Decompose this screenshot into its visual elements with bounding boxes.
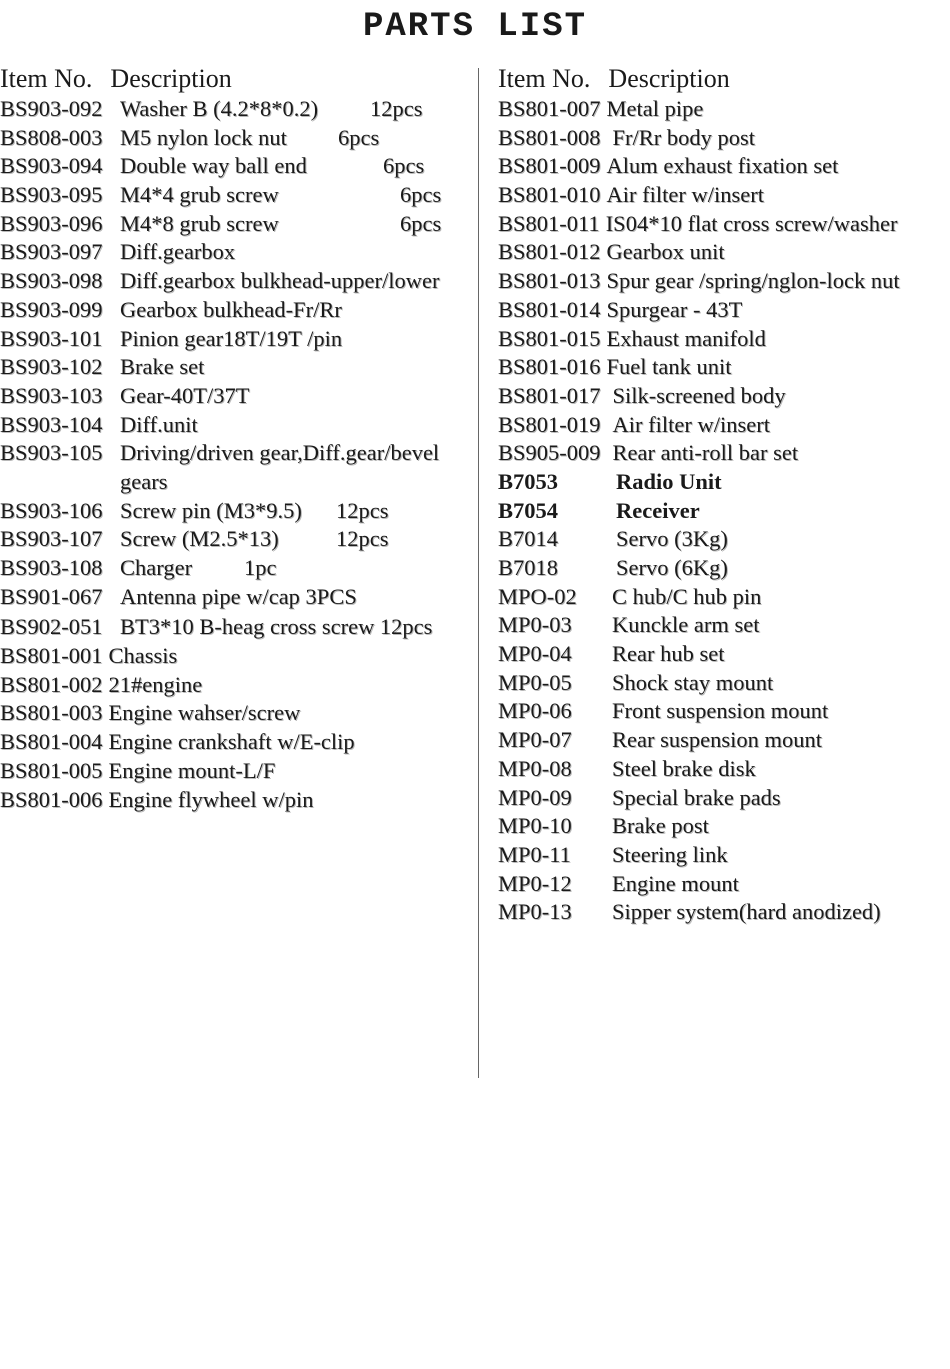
part-code: BS801-014: [498, 296, 601, 322]
part-description: Engine wahser/screw: [108, 700, 301, 726]
part-description: Spurgear - 43T: [606, 296, 743, 322]
part-code: BS801-008: [498, 124, 601, 150]
part-row: [0, 786, 470, 815]
column-header: [498, 64, 950, 94]
part-description: M4*4 grub screw: [120, 182, 279, 208]
part-code: B7014: [498, 526, 559, 552]
part-code: MP0-08: [498, 755, 572, 781]
part-code: BS903-092: [0, 96, 103, 121]
part-row: [498, 669, 950, 698]
part-row: [498, 325, 950, 354]
part-code: BS801-011: [498, 210, 600, 236]
header-description: Description: [110, 64, 232, 93]
part-code: B7053: [498, 468, 559, 494]
part-row: [0, 642, 470, 671]
part-code: BS903-095: [0, 182, 103, 208]
part-description: Servo (3Kg): [616, 526, 728, 552]
part-row: [498, 267, 950, 296]
part-description: Fuel tank unit: [606, 354, 732, 380]
part-code: BS903-099: [0, 296, 103, 322]
part-code: BS801-006: [0, 786, 103, 812]
part-code: B7018: [498, 555, 559, 580]
part-description: Gearbox bulkhead-Fr/Rr: [120, 296, 342, 322]
part-row: [498, 152, 950, 181]
part-code: MP0-05: [498, 669, 572, 695]
part-row: [498, 525, 950, 554]
part-row: [498, 210, 950, 239]
part-description: Engine mount: [612, 870, 739, 896]
part-code: BS903-094: [0, 153, 103, 179]
part-row: [0, 382, 470, 411]
part-description: Brake post: [612, 813, 709, 839]
part-quantity: 12pcs: [370, 96, 423, 121]
part-description: Receiver: [616, 497, 700, 523]
part-description: Rear hub set: [612, 641, 725, 667]
part-code: MPO-02: [498, 583, 577, 609]
part-row: [0, 152, 470, 181]
part-description: Air filter w/insert: [606, 182, 764, 208]
part-code: BS903-096: [0, 210, 103, 236]
part-code: BS905-009: [498, 440, 601, 466]
part-code: BS801-013: [498, 268, 601, 294]
part-row: [498, 697, 950, 726]
part-description: Chassis: [108, 643, 178, 669]
part-code: BS903-107: [0, 526, 103, 552]
part-description: Rear suspension mount: [612, 727, 822, 753]
part-description: M5 nylon lock nut: [120, 124, 287, 150]
part-row: [498, 812, 950, 841]
part-row: [0, 497, 470, 526]
part-row: [498, 411, 950, 440]
part-description: Alum exhaust fixation set: [606, 153, 839, 179]
part-description: Antenna pipe w/cap 3PCS: [120, 583, 357, 609]
part-code: MP0-03: [498, 612, 572, 638]
part-description: Diff.unit: [120, 411, 198, 437]
part-row: [498, 124, 950, 153]
part-description: Diff.gearbox bulkhead-upper/lower: [120, 268, 440, 294]
part-code: BS903-105: [0, 440, 103, 466]
part-row: [0, 554, 470, 583]
part-code: BS903-101: [0, 325, 103, 351]
part-row: [0, 238, 470, 267]
part-row: [0, 583, 470, 612]
part-code: MP0-13: [498, 899, 572, 925]
parts-column-right: [498, 64, 950, 927]
part-code: BS903-103: [0, 382, 103, 408]
part-row: [0, 525, 470, 554]
part-row: [0, 411, 470, 440]
part-description: M4*8 grub screw: [120, 210, 279, 236]
part-row: [498, 726, 950, 755]
part-code: BS801-004: [0, 729, 103, 755]
part-description: Screw pin (M3*9.5): [120, 497, 302, 523]
part-code: BS901-067: [0, 583, 103, 609]
part-description: Double way ball end: [120, 153, 307, 179]
part-description: Rear anti-roll bar set: [612, 440, 799, 466]
part-quantity: 12pcs: [336, 497, 389, 523]
part-row: [0, 728, 470, 757]
part-code: MP0-10: [498, 813, 572, 839]
part-description: Washer B (4.2*8*0.2): [120, 96, 319, 121]
part-description: Special brake pads: [612, 784, 781, 810]
part-row: [498, 181, 950, 210]
part-code: BS801-007: [498, 96, 601, 121]
part-row: [0, 95, 470, 124]
part-description: Diff.gearbox: [120, 239, 236, 265]
part-row: [0, 439, 470, 496]
part-description: Gear-40T/37T: [120, 382, 250, 408]
part-description: Silk-screened body: [612, 382, 786, 408]
part-code: BS801-012: [498, 239, 601, 265]
part-code: BS903-108: [0, 555, 103, 581]
part-description: Fr/Rr body post: [612, 124, 756, 150]
part-description: Engine crankshaft w/E-clip: [108, 729, 355, 755]
part-row: [498, 95, 950, 124]
part-description: Front suspension mount: [612, 698, 829, 724]
part-description: BT3*10 B-heag cross screw 12pcs: [120, 614, 433, 640]
part-quantity: 6pcs: [400, 182, 442, 208]
part-row: [0, 325, 470, 354]
part-description: Steel brake disk: [612, 755, 756, 781]
part-description: Steering link: [612, 841, 728, 867]
part-row: [498, 583, 950, 612]
parts-list-right: [498, 95, 950, 927]
part-row: [0, 210, 470, 239]
part-code: B7054: [498, 497, 559, 523]
part-description: Sipper system(hard anodized): [612, 899, 881, 925]
part-code: BS801-002: [0, 671, 103, 697]
part-description: Screw (M2.5*13): [120, 526, 279, 552]
part-description: Kunckle arm set: [612, 612, 760, 638]
part-description: Brake set: [120, 354, 205, 380]
part-row: [0, 181, 470, 210]
part-row: [498, 238, 950, 267]
part-code: BS801-005: [0, 757, 103, 783]
part-description: Air filter w/insert: [612, 411, 770, 437]
part-row: [498, 898, 950, 927]
part-code: MP0-09: [498, 784, 572, 810]
part-row: [498, 554, 950, 583]
part-quantity: 1pc: [244, 555, 277, 581]
part-row: [0, 353, 470, 382]
part-description: Exhaust manifold: [606, 325, 766, 351]
part-row: [0, 757, 470, 786]
part-description: Driving/driven gear,Diff.gear/bevel gears: [120, 440, 440, 494]
part-code: BS801-016: [498, 354, 601, 380]
part-row: [498, 439, 950, 468]
part-row: [498, 784, 950, 813]
part-description: Servo (6Kg): [616, 555, 728, 580]
part-code: BS903-102: [0, 354, 103, 380]
part-row: [0, 124, 470, 153]
part-code: BS801-001: [0, 643, 103, 669]
header-item-no: Item No.: [498, 64, 591, 93]
part-row: [498, 611, 950, 640]
part-quantity: 12pcs: [336, 526, 389, 552]
part-code: BS808-003: [0, 124, 103, 150]
part-code: MP0-11: [498, 841, 571, 867]
part-code: BS903-097: [0, 239, 103, 265]
part-row: [498, 353, 950, 382]
part-row: [498, 382, 950, 411]
part-code: BS801-019: [498, 411, 601, 437]
part-description: C hub/C hub pin: [612, 583, 762, 609]
part-row: [498, 296, 950, 325]
part-code: BS903-098: [0, 268, 103, 294]
part-code: BS902-051: [0, 614, 103, 640]
part-row: [498, 468, 950, 497]
part-code: BS903-106: [0, 497, 103, 523]
part-code: MP0-04: [498, 641, 572, 667]
part-row: [0, 296, 470, 325]
part-code: BS801-015: [498, 325, 601, 351]
part-row: [0, 699, 470, 728]
part-row: [498, 755, 950, 784]
column-header: [0, 64, 470, 94]
part-description: 21#engine: [108, 671, 203, 697]
part-row: [498, 640, 950, 669]
part-code: MP0-07: [498, 727, 572, 753]
part-code: BS903-104: [0, 411, 103, 437]
parts-column-left: [0, 64, 470, 814]
part-row: [498, 870, 950, 899]
part-description: Metal pipe: [606, 96, 704, 121]
part-code: MP0-12: [498, 870, 572, 896]
part-description: Spur gear /spring/nglon-lock nut: [606, 268, 900, 294]
column-divider: [478, 68, 479, 1078]
part-row: [0, 613, 470, 642]
parts-list-left: [0, 95, 470, 814]
part-description: Engine mount-L/F: [108, 757, 276, 783]
part-code: BS801-003: [0, 700, 103, 726]
part-description: Pinion gear18T/19T /pin: [120, 325, 343, 351]
part-row: [0, 267, 470, 296]
part-description: Engine flywheel w/pin: [108, 786, 314, 812]
part-code: MP0-06: [498, 698, 572, 724]
part-code: BS801-010: [498, 182, 601, 208]
header-item-no: Item No.: [0, 64, 93, 93]
page-title: PARTS LIST: [362, 8, 588, 46]
part-quantity: 6pcs: [400, 210, 442, 236]
header-description: Description: [608, 64, 730, 93]
part-description: Shock stay mount: [612, 669, 774, 695]
part-code: BS801-017: [498, 382, 601, 408]
part-code: BS801-009: [498, 153, 601, 179]
part-row: [498, 841, 950, 870]
part-quantity: 6pcs: [383, 153, 425, 179]
part-quantity: 6pcs: [338, 124, 380, 150]
part-description: Gearbox unit: [606, 239, 725, 265]
part-description: Radio Unit: [616, 468, 722, 494]
part-row: [498, 497, 950, 526]
part-description: IS04*10 flat cross screw/washer: [605, 210, 898, 236]
part-row: [0, 671, 470, 700]
part-description: Charger: [120, 555, 193, 581]
